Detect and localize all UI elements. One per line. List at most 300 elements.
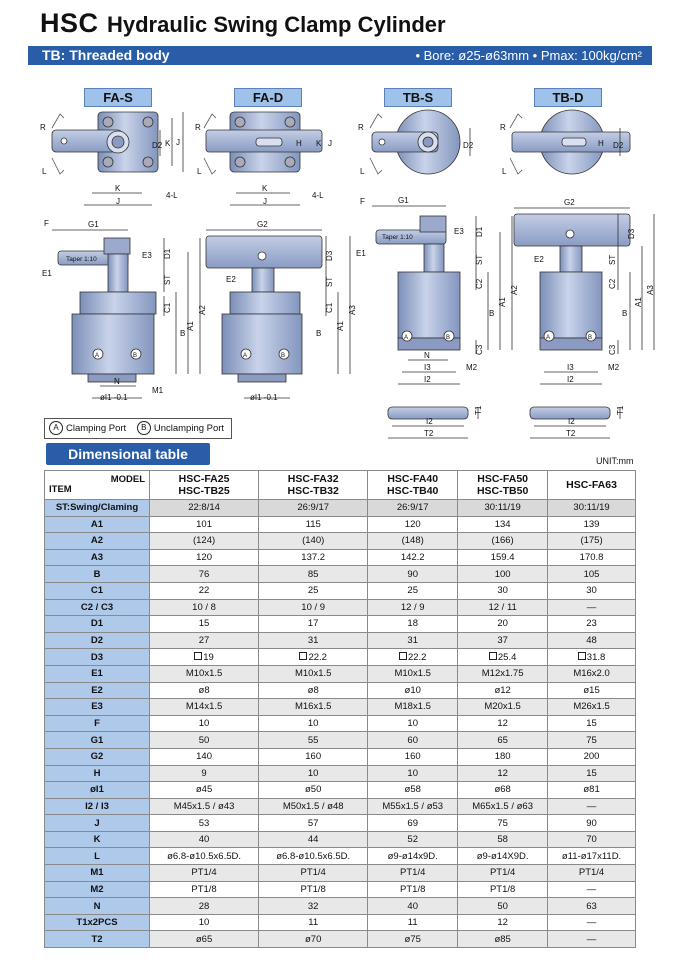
model-header — [368, 471, 458, 500]
row-item-label: øI1 — [45, 782, 150, 799]
table-cell — [150, 848, 259, 865]
cell-value: 10 — [307, 718, 319, 730]
row-item-label: K — [45, 831, 150, 848]
technical-drawings — [0, 0, 680, 445]
cell-value: (166) — [491, 535, 514, 547]
table-row — [45, 914, 636, 931]
table-cell — [368, 931, 458, 948]
cell-value: 90 — [586, 817, 597, 829]
cell-value: ø9-ø14X9D. — [476, 850, 529, 862]
cell-value: 10 — [407, 718, 418, 730]
table-cell — [368, 649, 458, 666]
row-item-label: C1 — [45, 582, 150, 599]
cell-value: 58 — [497, 834, 508, 846]
table-cell — [368, 533, 458, 550]
port-b-fas: B — [133, 353, 138, 359]
rotation-r: R — [40, 123, 46, 132]
model-line-2: HSC-TB50 — [476, 485, 529, 497]
table-cell — [150, 632, 259, 649]
cell-value: 26:9/17 — [297, 502, 330, 514]
table-cell — [259, 931, 368, 948]
table-cell — [368, 566, 458, 583]
table-cell — [259, 782, 368, 799]
table-cell — [150, 931, 259, 948]
cell-value: 44 — [307, 834, 319, 846]
table-cell — [150, 782, 259, 799]
dim-label-n-tbs: N — [424, 351, 430, 360]
cell-value: 37 — [497, 635, 508, 647]
fa-d-top-view — [195, 112, 332, 206]
dim-label-st-tbs: ST — [475, 254, 484, 265]
table-row — [45, 616, 636, 633]
cell-value: PT1/4 — [489, 867, 516, 879]
table-row — [45, 516, 636, 533]
cell-value: ø10 — [404, 684, 421, 696]
row-item-label: E3 — [45, 699, 150, 716]
table-cell — [458, 732, 548, 749]
cell-value: ø65 — [195, 933, 213, 945]
cell-value: — — [586, 601, 597, 613]
table-cell — [458, 665, 548, 682]
cell-value: (175) — [580, 535, 603, 547]
clamping-port-symbol: A — [49, 421, 63, 435]
series-code: HSC — [40, 8, 99, 38]
cell-value: 180 — [494, 751, 511, 763]
cell-value: 53 — [198, 817, 210, 829]
table-cell — [150, 665, 259, 682]
table-cell — [458, 549, 548, 566]
dim-label-e1-tbs: E1 — [356, 249, 366, 258]
table-cell — [368, 616, 458, 633]
dim-label-d1-tbs: D1 — [475, 226, 484, 237]
dim-label-h-tbd: H — [598, 139, 604, 148]
model-line-1: HSC-FA32 — [287, 473, 339, 485]
cell-value: 10 — [307, 767, 319, 779]
model-line-1: HSC-FA50 — [477, 473, 529, 485]
table-cell — [548, 682, 636, 699]
table-row — [45, 715, 636, 732]
dim-label-e2-tbd: E2 — [534, 255, 544, 264]
table-cell — [458, 682, 548, 699]
table-cell — [458, 616, 548, 633]
cell-value: — — [586, 933, 597, 945]
nut-dim-i2-tbs: I2 — [426, 417, 433, 426]
table-cell — [259, 848, 368, 865]
table-row — [45, 732, 636, 749]
cell-value: 140 — [196, 751, 212, 763]
table-cell — [150, 748, 259, 765]
table-row — [45, 865, 636, 882]
fa-d-side-view — [206, 220, 357, 402]
cell-value: PT1/4 — [578, 867, 605, 879]
cell-value: 31 — [407, 635, 418, 647]
cell-value: (124) — [192, 535, 216, 547]
row-item-label: J — [45, 815, 150, 832]
table-cell — [150, 649, 259, 666]
model-line-2: HSC-TB32 — [287, 485, 339, 497]
table-cell — [259, 831, 368, 848]
cell-value: 30 — [497, 585, 508, 597]
table-cell — [150, 516, 259, 533]
cell-value: 115 — [305, 518, 321, 530]
cell-value: 10 / 9 — [301, 601, 326, 613]
cell-value: 20 — [497, 618, 508, 630]
cell-value: 9 — [201, 767, 207, 779]
cell-value: ø11-ø17x11D. — [561, 850, 622, 862]
table-cell — [368, 582, 458, 599]
port-b-tbd: B — [588, 335, 593, 341]
cell-value: ø8 — [307, 684, 319, 696]
cell-value: ø6.8-ø10.5x6.5D. — [167, 850, 242, 862]
cell-value: 11 — [407, 917, 418, 929]
cell-value: 19 — [203, 651, 214, 663]
cell-value: 40 — [407, 900, 418, 912]
tb-d-top-view — [500, 110, 630, 176]
cell-value: 12 — [497, 718, 508, 730]
table-cell — [259, 898, 368, 915]
table-cell — [150, 798, 259, 815]
table-cell — [150, 815, 259, 832]
dim-label-a1-tbd: A1 — [634, 297, 643, 307]
table-row — [45, 699, 636, 716]
table-cell — [259, 798, 368, 815]
row-item-label: G2 — [45, 748, 150, 765]
unclamping-port-text: Unclamping Port — [153, 423, 225, 434]
table-cell — [548, 898, 636, 915]
table-cell — [548, 566, 636, 583]
dim-label-k: K — [115, 184, 121, 193]
table-cell — [259, 682, 368, 699]
dim-label-c3: C3 — [475, 344, 484, 355]
cell-value: — — [586, 883, 597, 895]
row-item-label: M2 — [45, 881, 150, 898]
table-cell — [259, 549, 368, 566]
table-row — [45, 848, 636, 865]
dim-label-d2: D2 — [152, 141, 163, 150]
cell-value: M18x1.5 — [394, 701, 431, 713]
table-cell — [150, 765, 259, 782]
cell-value: 159.4 — [490, 552, 515, 564]
table-cell — [548, 533, 636, 550]
nut-dim-t2-tbs: T2 — [424, 429, 434, 438]
table-cell — [458, 782, 548, 799]
table-cell — [259, 500, 368, 517]
dim-label-f: F — [44, 219, 49, 228]
table-cell — [259, 516, 368, 533]
dim-label-a3-tbd: A3 — [646, 285, 655, 295]
model-line-1: HSC-FA63 — [566, 479, 617, 491]
table-cell — [368, 914, 458, 931]
table-cell — [548, 699, 636, 716]
cell-value: 142.2 — [400, 552, 425, 564]
dim-label-st-fad: ST — [325, 276, 334, 287]
dim-label-n: N — [114, 377, 120, 386]
cell-value: PT1/4 — [191, 867, 217, 879]
row-item-label: C2 / C3 — [45, 599, 150, 616]
table-cell — [548, 582, 636, 599]
table-cell — [548, 798, 636, 815]
table-cell — [368, 665, 458, 682]
table-cell — [368, 798, 458, 815]
taper-label: Taper 1:10 — [66, 256, 97, 263]
model-header — [458, 471, 548, 500]
row-item-label: T1x2PCS — [45, 914, 150, 931]
cell-value: 31.8 — [586, 651, 606, 663]
dim-label-c1: C1 — [163, 302, 172, 313]
cell-value: M16x2.0 — [573, 668, 610, 680]
dim-label-a1-fad: A1 — [336, 321, 345, 331]
dim-label-j-v: J — [176, 138, 180, 147]
table-cell — [150, 500, 259, 517]
dim-label-4l: 4-L — [166, 191, 178, 200]
table-cell — [458, 831, 548, 848]
cell-value: ø75 — [404, 933, 421, 945]
port-a-tbd: A — [546, 335, 551, 341]
dim-label-d2-tbs: D2 — [463, 141, 474, 150]
table-row — [45, 765, 636, 782]
nut-dim-t1-tbd: T1 — [616, 405, 625, 415]
cell-value: (148) — [401, 535, 424, 547]
table-cell — [368, 516, 458, 533]
nut-dim-i2-tbd: I2 — [568, 417, 575, 426]
table-cell — [548, 715, 636, 732]
cell-value: 160 — [404, 751, 421, 763]
table-row — [45, 582, 636, 599]
cell-value: ø12 — [494, 684, 511, 696]
dim-label-d2-tbd: D2 — [613, 141, 624, 150]
table-cell — [458, 798, 548, 815]
table-cell — [368, 632, 458, 649]
table-cell — [368, 682, 458, 699]
model-header — [548, 471, 636, 500]
table-row — [45, 599, 636, 616]
cell-value: ø45 — [195, 784, 213, 796]
cell-value: 50 — [497, 900, 508, 912]
spec-text: • Bore: ø25-ø63mm • Pmax: 100kg/cm² — [415, 48, 642, 63]
cell-value: 12 — [497, 917, 508, 929]
model-line-2: HSC-TB40 — [387, 485, 439, 497]
dim-label-j-fad-v: J — [328, 139, 332, 148]
table-cell — [548, 765, 636, 782]
table-cell — [458, 748, 548, 765]
cell-value: M10x1.5 — [394, 668, 431, 680]
cell-value: 10 — [407, 767, 418, 779]
table-cell — [150, 699, 259, 716]
table-cell — [259, 815, 368, 832]
table-cell — [259, 632, 368, 649]
view-label-fa-s: FA-S — [84, 88, 152, 107]
table-cell — [458, 848, 548, 865]
table-row — [45, 798, 636, 815]
table-cell — [259, 582, 368, 599]
cell-value: ø68 — [494, 784, 511, 796]
cell-value: 22.2 — [407, 651, 427, 663]
cell-value: M20x1.5 — [484, 701, 521, 713]
dim-label-c3-tbd: C3 — [608, 344, 617, 355]
dim-label-e2: E2 — [226, 275, 236, 284]
cell-value: 15 — [586, 767, 597, 779]
table-row — [45, 649, 636, 666]
nut-view-tbs — [388, 405, 483, 438]
square-symbol-icon — [299, 652, 307, 660]
cell-value: (140) — [302, 535, 325, 547]
table-cell — [150, 898, 259, 915]
table-cell — [368, 549, 458, 566]
table-cell — [150, 682, 259, 699]
cell-value: 55 — [307, 734, 319, 746]
row-item-label: D3 — [45, 649, 150, 666]
dim-label-j-fad: J — [263, 197, 267, 206]
dim-label-h: H — [296, 139, 302, 148]
table-row — [45, 898, 636, 915]
cell-value: 30:11/19 — [484, 502, 521, 514]
table-cell — [458, 500, 548, 517]
cell-value: 50 — [198, 734, 210, 746]
cell-value: ø58 — [404, 784, 421, 796]
view-label-tb-d: TB-D — [534, 88, 602, 107]
dim-label-d3: D3 — [325, 250, 334, 261]
cell-value: 52 — [407, 834, 418, 846]
port-a-tbs: A — [404, 335, 409, 341]
table-cell — [548, 500, 636, 517]
dim-label-g1-tbs: G1 — [398, 196, 409, 205]
cell-value: 25.4 — [497, 651, 517, 663]
dim-label-b-fad: B — [316, 329, 322, 338]
table-cell — [458, 765, 548, 782]
cell-value: 60 — [407, 734, 418, 746]
nut-dim-t1-tbs: T1 — [474, 405, 483, 415]
port-legend — [44, 418, 232, 439]
cell-value: 40 — [198, 834, 210, 846]
table-cell — [458, 566, 548, 583]
model-line-1: HSC-FA40 — [387, 473, 439, 485]
cell-value: 12 — [497, 767, 508, 779]
table-cell — [368, 898, 458, 915]
clamping-port-text: Clamping Port — [66, 423, 127, 434]
row-item-label: ST:Swing/Claming — [45, 500, 150, 517]
cell-value: ø81 — [583, 784, 600, 796]
row-item-label: L — [45, 848, 150, 865]
dim-label-f-tbs: F — [360, 197, 365, 206]
table-cell — [548, 831, 636, 848]
cell-value: PT1/4 — [300, 867, 326, 879]
dim-label-b: B — [180, 329, 186, 338]
table-cell — [259, 732, 368, 749]
cell-value: 70 — [586, 834, 597, 846]
cell-value: 170.8 — [579, 552, 604, 564]
cell-value: 105 — [583, 568, 600, 580]
row-item-label: I2 / I3 — [45, 798, 150, 815]
model-header — [259, 471, 368, 500]
dim-label-i1: øI1 -0.1 — [100, 393, 128, 402]
cell-value: 65 — [497, 734, 508, 746]
dim-label-k-fad: K — [262, 184, 268, 193]
cell-value: 10 — [198, 718, 210, 730]
cell-value: 17 — [307, 618, 319, 630]
table-cell — [259, 599, 368, 616]
dim-label-k-v: K — [165, 139, 171, 148]
table-cell — [458, 582, 548, 599]
dim-label-g1: G1 — [88, 220, 99, 229]
cell-value: 200 — [583, 751, 600, 763]
table-cell — [150, 582, 259, 599]
table-cell — [150, 831, 259, 848]
table-cell — [458, 649, 548, 666]
type-text: : Threaded body — [60, 47, 170, 63]
cell-value: M50x1.5 / ø48 — [282, 800, 344, 812]
cell-value: 101 — [196, 518, 212, 530]
section-title: Dimensional table — [46, 443, 210, 465]
fa-s-top-view — [40, 112, 183, 206]
table-cell — [548, 616, 636, 633]
table-cell — [150, 566, 259, 583]
square-symbol-icon — [578, 652, 586, 660]
table-cell — [259, 649, 368, 666]
table-cell — [548, 782, 636, 799]
table-cell — [259, 566, 368, 583]
table-cell — [259, 914, 368, 931]
cell-value: 27 — [198, 635, 210, 647]
dim-label-d1: D1 — [163, 248, 172, 259]
table-row — [45, 665, 636, 682]
port-a-fas: A — [95, 353, 100, 359]
table-cell — [150, 715, 259, 732]
table-cell — [548, 632, 636, 649]
table-cell — [259, 865, 368, 882]
table-corner-cell — [45, 471, 150, 500]
table-cell — [458, 533, 548, 550]
table-row — [45, 782, 636, 799]
tb-s-top-view — [358, 110, 474, 176]
rotation-l-fad: L — [197, 167, 202, 176]
rotation-l-tbs: L — [360, 167, 365, 176]
cell-value: 25 — [307, 585, 319, 597]
tb-d-side-view — [514, 198, 655, 384]
cell-value: M65x1.5 / ø63 — [472, 800, 533, 812]
table-cell — [368, 881, 458, 898]
view-label-fa-d: FA-D — [234, 88, 302, 107]
row-item-label: H — [45, 765, 150, 782]
cell-value: PT1/8 — [489, 883, 516, 895]
cell-value: — — [586, 800, 597, 812]
cell-value: 120 — [404, 518, 421, 530]
table-cell — [150, 881, 259, 898]
cell-value: 26:9/17 — [396, 502, 429, 514]
table-cell — [259, 699, 368, 716]
table-cell — [548, 549, 636, 566]
dim-label-e3: E3 — [142, 251, 152, 260]
cell-value: 22.2 — [308, 651, 327, 663]
cell-value: 75 — [586, 734, 597, 746]
table-cell — [368, 765, 458, 782]
cell-value: 12 / 11 — [488, 601, 517, 613]
cell-value: 11 — [308, 917, 319, 929]
row-item-label: D2 — [45, 632, 150, 649]
cell-value: 48 — [586, 635, 597, 647]
corner-model-label: MODEL — [110, 474, 145, 485]
cell-value: PT1/4 — [400, 867, 426, 879]
cell-value: ø85 — [494, 933, 511, 945]
dim-label-a3: A3 — [348, 305, 357, 315]
table-row — [45, 881, 636, 898]
table-cell — [368, 748, 458, 765]
table-cell — [458, 881, 548, 898]
nut-dim-t2-tbd: T2 — [566, 429, 576, 438]
port-b-tbs: B — [446, 335, 451, 341]
row-item-label: E1 — [45, 665, 150, 682]
cell-value: 69 — [407, 817, 418, 829]
cell-value: 134 — [494, 518, 511, 530]
